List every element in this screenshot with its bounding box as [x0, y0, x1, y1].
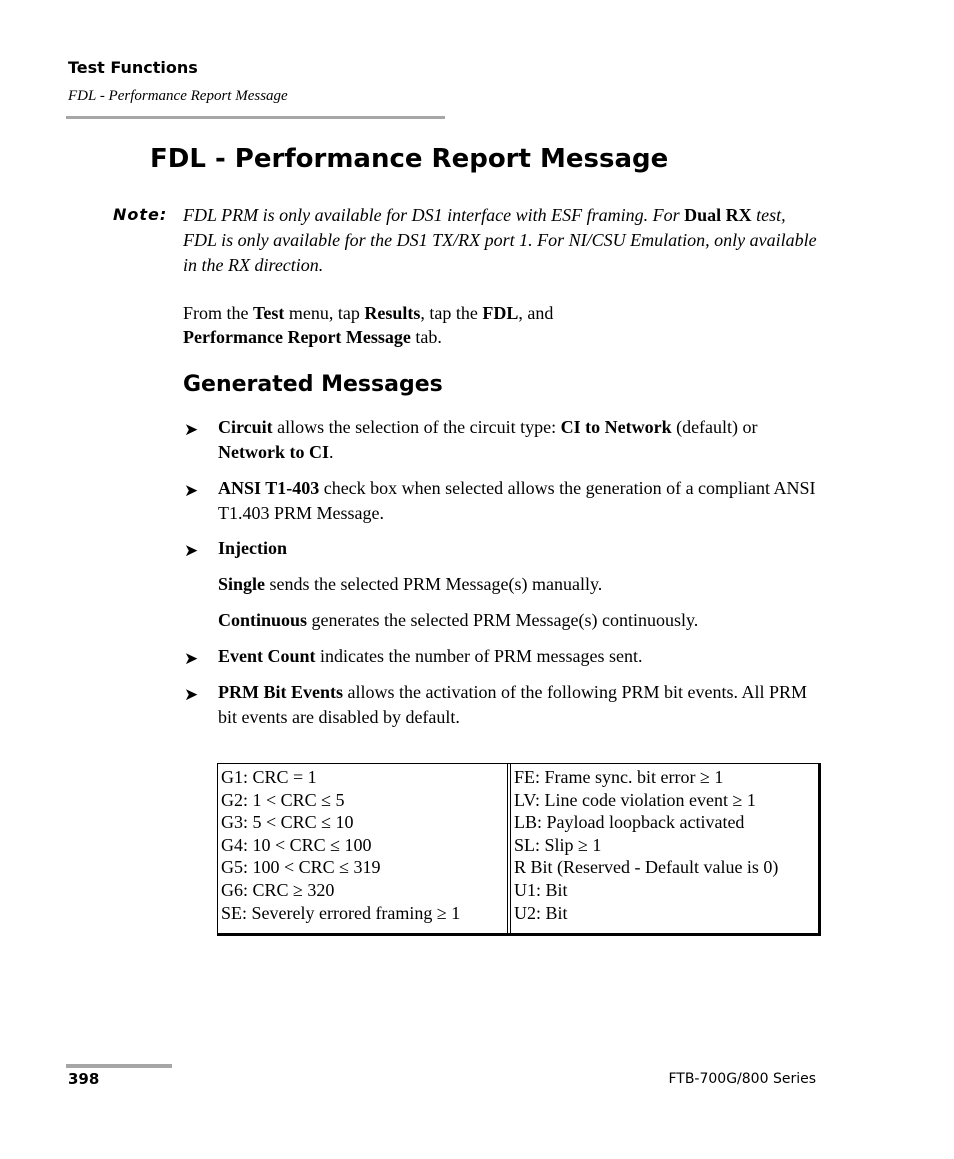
- table-cell: LB: Payload loopback activated: [514, 812, 745, 833]
- running-header-section: Test Functions: [68, 58, 198, 77]
- prm-bit-events-table: [217, 763, 821, 936]
- table-cell: G2: 1 < CRC ≤ 5: [221, 789, 345, 810]
- page-title: FDL - Performance Report Message: [150, 144, 669, 174]
- bullet-arrow-icon: ➤: [184, 541, 199, 560]
- paragraph-single: Single sends the selected PRM Message(s) manually.: [218, 574, 603, 594]
- table-cell: G1: CRC = 1: [221, 767, 317, 787]
- header-rule: [66, 116, 445, 119]
- table-column-right: [510, 764, 818, 933]
- table-cell: U1: Bit: [514, 879, 568, 900]
- list-item-event-count: Event Count indicates the number of PRM messages sent.: [218, 646, 643, 666]
- table-cell: LV: Line code violation event ≥ 1: [514, 789, 756, 810]
- list-item-prm-bit-events: PRM Bit Events allows the activation of the following PRM bit events. All PRM bit events are disabled by default.: [218, 682, 807, 727]
- list-item-ansi: ANSI T1-403 check box when selected allows the generation of a compliant ANSI T1.403 PRM Message.: [218, 478, 816, 523]
- page-number: 398: [68, 1070, 100, 1088]
- table-cell: G3: 5 < CRC ≤ 10: [221, 812, 354, 833]
- paragraph-continuous: Continuous generates the selected PRM Message(s) continuously.: [218, 610, 699, 630]
- running-header-subsection: FDL - Performance Report Message: [68, 88, 288, 104]
- note-label: Note:: [113, 205, 168, 224]
- bullet-arrow-icon: ➤: [184, 649, 199, 668]
- table-cell: FE: Frame sync. bit error ≥ 1: [514, 767, 724, 787]
- table-cell: R Bit (Reserved - Default value is 0): [514, 857, 779, 878]
- table-cell: SE: Severely errored framing ≥ 1: [221, 902, 461, 923]
- table-cell: G4: 10 < CRC ≤ 100: [221, 834, 372, 855]
- table-cell: U2: Bit: [514, 902, 568, 923]
- section-title: Generated Messages: [183, 372, 443, 397]
- product-series: FTB-700G/800 Series: [668, 1071, 816, 1087]
- bullet-arrow-icon: ➤: [184, 481, 199, 500]
- bullet-arrow-icon: ➤: [184, 420, 199, 439]
- table-column-left: [218, 764, 508, 933]
- intro-paragraph: From the Test menu, tap Results, tap the FDL, and Performance Report Message tab.: [183, 303, 554, 347]
- list-item-injection: Injection: [218, 538, 287, 558]
- table-cell: G6: CRC ≥ 320: [221, 879, 335, 900]
- table-cell: G5: 100 < CRC ≤ 319: [221, 857, 381, 878]
- note-text: FDL PRM is only available for DS1 interface with ESF framing. For Dual RX test, FDL is only available for the DS1 TX/RX port 1. For NI/CSU Emulation, only available in the RX direction.: [183, 205, 817, 275]
- table-cell: SL: Slip ≥ 1: [514, 834, 602, 855]
- bullet-arrow-icon: ➤: [184, 685, 199, 704]
- footer-rule: [66, 1064, 172, 1068]
- list-item-circuit: Circuit allows the selection of the circuit type: CI to Network (default) or Network to CI.: [218, 417, 758, 462]
